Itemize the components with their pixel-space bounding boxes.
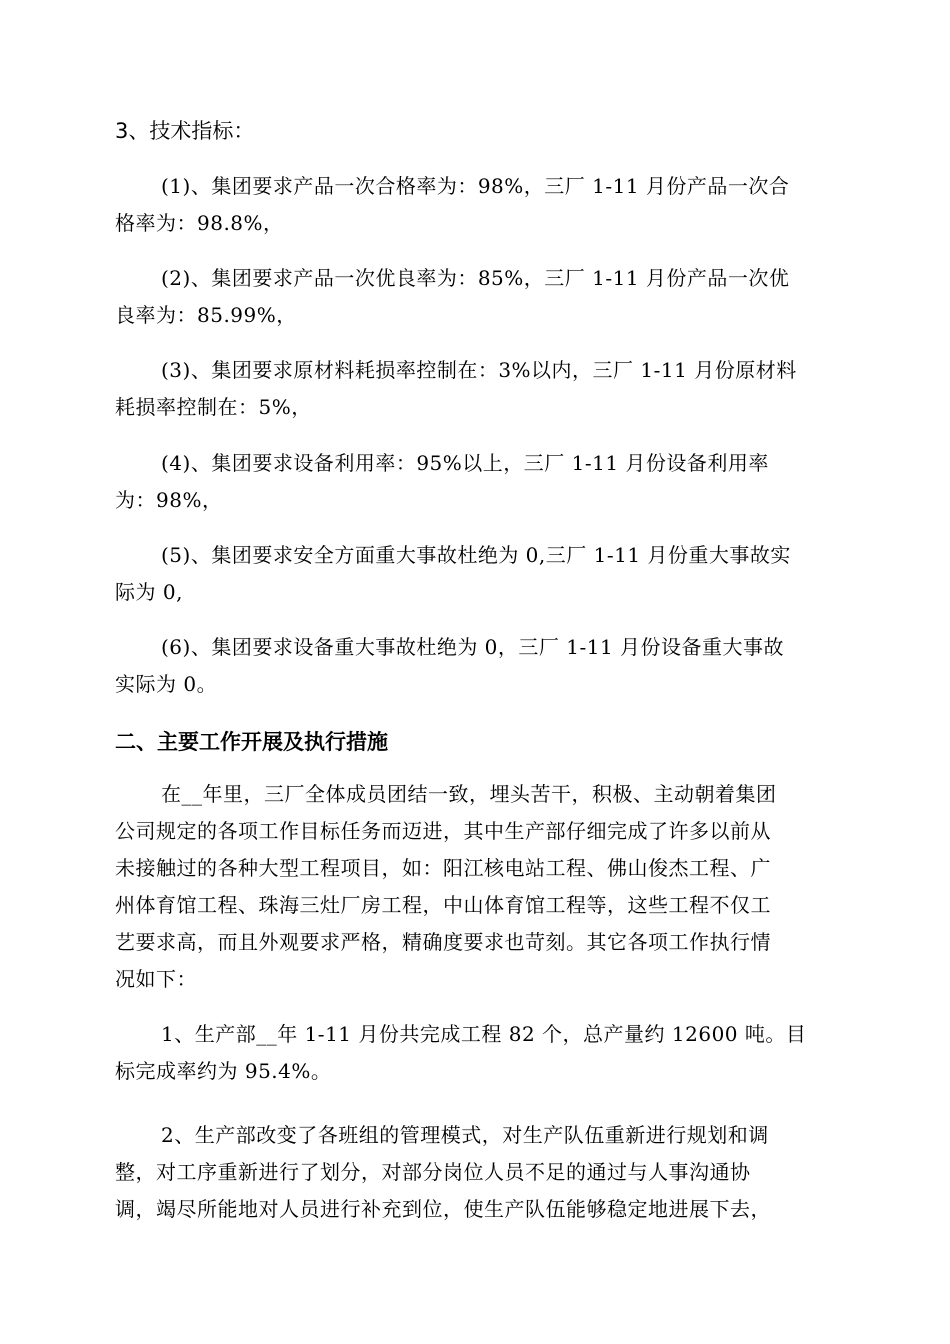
point-2-paragraph — [115, 1117, 830, 1228]
paragraph-line: 公司规定的各项工作目标任务而迈进，其中生产部仔细完成了许多以前从 — [115, 819, 771, 843]
paragraph-line: 艺要求高，而且外观要求严格，精确度要求也苛刻。其它各项工作执行情 — [115, 930, 771, 954]
paragraph-line: 未接触过的各种大型工程项目，如：阳江核电站工程、佛山俊杰工程、广 — [115, 856, 771, 880]
indicator-item-line: (6)、集团要求设备重大事故杜绝为 0，三厂 1-11 月份设备重大事故 — [161, 635, 785, 659]
indicator-item-line: (5)、集团要求安全方面重大事故杜绝为 0,三厂 1-11 月份重大事故实 — [161, 543, 791, 567]
indicator-item-line: (2)、集团要求产品一次优良率为：85%，三厂 1-11 月份产品一次优 — [161, 266, 790, 290]
paragraph-line: 调，竭尽所能地对人员进行补充到位，使生产队伍能够稳定地进展下去， — [115, 1197, 771, 1221]
heading-technical-indicators: 3、技术指标： — [115, 119, 255, 143]
indicator-item-line: (1)、集团要求产品一次合格率为：98%，三厂 1-11 月份产品一次合 — [161, 174, 790, 198]
indicator-item-line: (3)、集团要求原材料耗损率控制在：3%以内，三厂 1-11 月份原材料 — [161, 358, 797, 382]
point-1-paragraph — [115, 1016, 830, 1090]
intro-paragraph — [115, 776, 830, 998]
indicator-item-line: 格率为：98.8%， — [115, 211, 284, 235]
section-title: 二、主要工作开展及执行措施 — [115, 730, 388, 754]
paragraph-line: 2、生产部改变了各班组的管理模式，对生产队伍重新进行规划和调 — [161, 1123, 769, 1147]
paragraph-line: 1、生产部__年 1-11 月份共完成工程 82 个，总产量约 12600 吨。目 — [161, 1022, 807, 1046]
paragraph-line: 整，对工序重新进行了划分，对部分岗位人员不足的通过与人事沟通协 — [115, 1160, 751, 1184]
paragraph-line: 标完成率约为 95.4%。 — [115, 1059, 332, 1083]
indicator-item-line: 际为 0, — [115, 580, 183, 604]
indicator-item-line: (4)、集团要求设备利用率：95%以上，三厂 1-11 月份设备利用率 — [161, 451, 769, 475]
indicator-item-line: 为：98%， — [115, 488, 223, 512]
paragraph-line: 州体育馆工程、珠海三灶厂房工程，中山体育馆工程等，这些工程不仅工 — [115, 893, 771, 917]
indicator-item-5 — [115, 537, 830, 611]
indicator-item-4 — [115, 445, 830, 519]
indicator-item-line: 良率为：85.99%， — [115, 303, 297, 327]
indicator-item-6 — [115, 629, 830, 703]
indicator-item-line: 实际为 0。 — [115, 672, 218, 696]
paragraph-line: 况如下： — [115, 967, 197, 991]
indicator-item-3 — [115, 352, 830, 426]
indicator-item-1 — [115, 168, 830, 242]
indicator-item-2 — [115, 260, 830, 334]
paragraph-line: 在__年里，三厂全体成员团结一致，埋头苦干，积极、主动朝着集团 — [161, 782, 777, 806]
indicator-item-line: 耗损率控制在：5%， — [115, 395, 312, 419]
